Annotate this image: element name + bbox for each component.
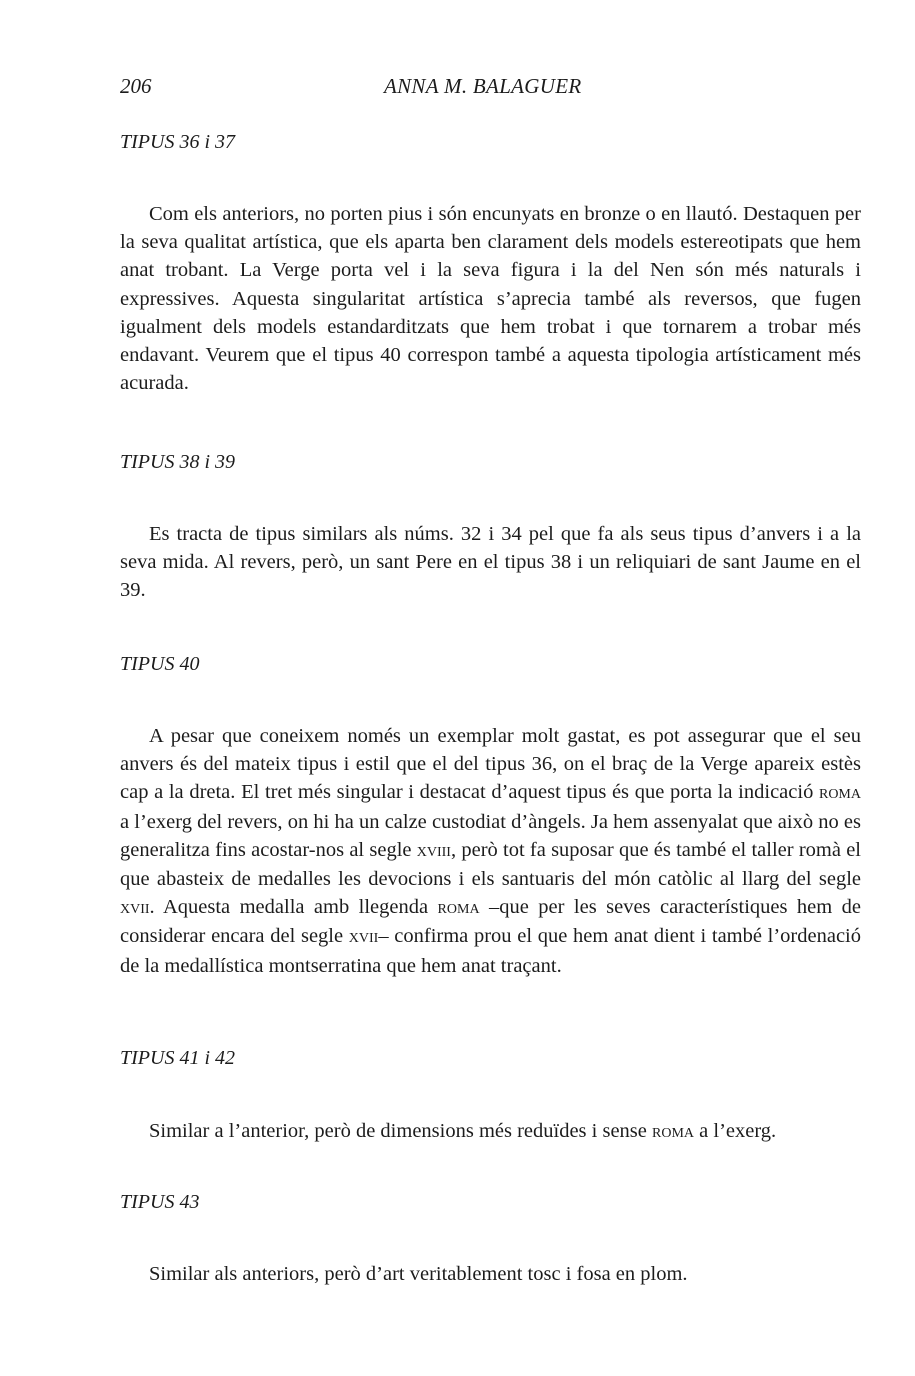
section-tipus-41-42 [120,1046,861,1146]
section-heading: TIPUS 38 i 39 [120,451,235,473]
small-caps-term: xvii [120,897,150,919]
section-paragraph [120,722,861,980]
paragraph-text: . Aquesta medalla amb llegenda [149,896,438,919]
section-heading: TIPUS 41 i 42 [120,1047,235,1069]
section-heading: TIPUS 36 i 37 [120,131,235,153]
section-paragraph: Com els anteriors, no porten pius i són encunyats en bronze o en llautó. Destaquen per la seva qualitat artística, que els aparta ben clarament dels models estereotipats que hem anat trobant. La Verge porta vel i la seva figura i la del Nen són més naturals i expressives. Aquesta singularitat artística s’aprecia també als reversos, que fugen igualment dels models estandarditzats que hem trobat i que tornarem a trobar més endavant. Veurem que el tipus 40 correspon també a aquesta tipologia artísticament més acurada. [120,203,861,395]
section-paragraph: Es tracta de tipus similars als núms. 32 i 34 pel que fa als seus tipus d’anvers i a la seva mida. Al revers, però, un sant Pere en el tipus 38 i un reliquiari de sant Jaume en el 39. [120,523,861,602]
paragraph-text: – confirma prou el que hem anat dient i també l’ordenació de la medallística montserratina que hem anat traçant. [120,925,862,977]
section-tipus-38-39 [120,450,861,605]
running-head [120,74,860,104]
section-heading: TIPUS 40 [120,653,200,675]
section-tipus-40 [120,652,861,980]
small-caps-term: roma [652,1121,695,1142]
section-tipus-43 [120,1190,861,1288]
section-heading: TIPUS 43 [120,1191,200,1213]
paragraph-text: a l’exerg. [694,1120,777,1142]
small-caps-term: xviii [416,839,451,861]
small-caps-term: roma [437,897,480,919]
small-caps-term: roma [818,782,861,804]
paragraph-text: a l’exerg del revers, on hi ha un calze custodiat d’àngels. Ja hem assenyalat que això no es generalitza fins acostar-nos al segle [120,810,861,861]
paragraph-text: A pesar que coneixem només un exemplar molt gastat, es pot assegurar que el seu anvers és del mateix tipus i estil que el del tipus 36, on el braç de la Verge apareix estès cap a la dreta. El tret més singular i destacat d’aquest tipus és que porta la indicació [120,725,861,804]
section-paragraph: Similar als anteriors, però d’art veritablement tosc i fosa en plom. [149,1263,688,1285]
page-number: 206 [120,74,152,98]
running-head-author: ANNA M. BALAGUER [384,74,582,98]
small-caps-term: xvii [348,926,379,948]
paragraph-text: , però tot fa suposar que és també el taller romà el que abasteix de medalles les devocions i els santuaris del món catòlic al llarg del segle [120,838,861,891]
section-tipus-36-37 [120,130,861,397]
paragraph-text: –que per les seves característiques hem de considerar encara del segle [120,896,861,948]
paragraph-text: Similar a l’anterior, però de dimensions més reduïdes i sense [149,1120,653,1142]
section-paragraph [120,1117,861,1146]
